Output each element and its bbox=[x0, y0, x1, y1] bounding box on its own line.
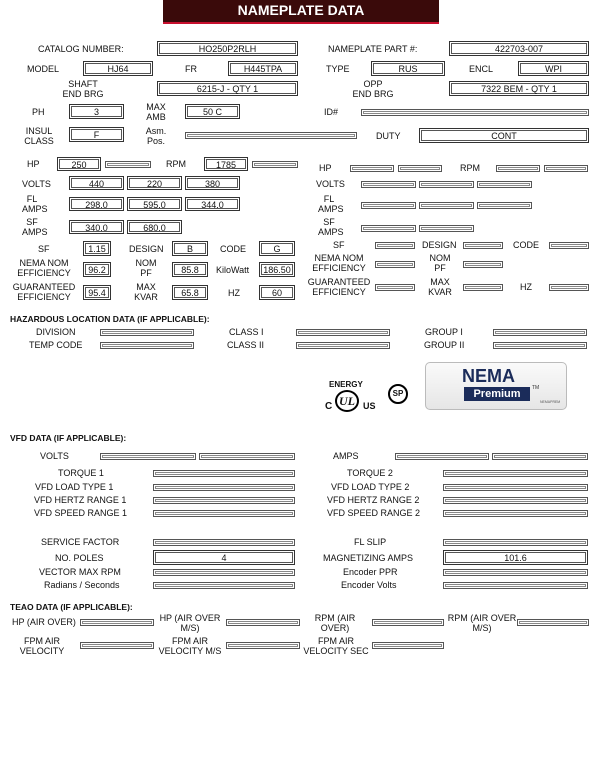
badge-small-text: NEMAPREM bbox=[540, 400, 561, 404]
guar-eff-field: 95.4 bbox=[83, 285, 111, 300]
hp-air-over-ms-field bbox=[226, 619, 300, 626]
load-type-2-label: VFD LOAD TYPE 2 bbox=[331, 482, 410, 492]
right-rpm-field-2 bbox=[544, 165, 588, 172]
vfd-volts-label: VOLTS bbox=[40, 451, 69, 461]
nameplate-part-label: NAMEPLATE PART #: bbox=[328, 44, 418, 54]
vfd-volts-field-2 bbox=[199, 453, 295, 460]
sf-label: SF bbox=[38, 244, 50, 254]
vector-rpm-field bbox=[153, 569, 295, 576]
right-fl-amps-field-3 bbox=[477, 202, 532, 209]
hz-label: HZ bbox=[228, 288, 240, 298]
right-volts-label: VOLTS bbox=[316, 179, 345, 189]
right-volts-field-3 bbox=[477, 181, 532, 188]
hp-air-over-label: HP (AIR OVER) bbox=[12, 617, 76, 627]
hertz-range-1-label: VFD HERTZ RANGE 1 bbox=[34, 495, 127, 505]
fl-slip-label: FL SLIP bbox=[354, 537, 387, 547]
opp-end-brg-label-1: OPP bbox=[363, 79, 383, 89]
right-max-kvar-field bbox=[463, 284, 503, 291]
hp-field-2 bbox=[105, 161, 151, 168]
right-volts-field-2 bbox=[419, 181, 474, 188]
hz-field: 60 bbox=[259, 285, 295, 300]
kilowatt-field: 186.50 bbox=[259, 262, 295, 277]
torque-2-label: TORQUE 2 bbox=[347, 468, 393, 478]
right-volts-field-1 bbox=[361, 181, 416, 188]
title-underline bbox=[163, 22, 439, 24]
fpm-air-sec-label-1: FPM AIR bbox=[317, 636, 354, 646]
division-label: DIVISION bbox=[36, 327, 76, 337]
rpm-air-over-label-2: OVER) bbox=[320, 623, 350, 633]
service-factor-field bbox=[153, 539, 295, 546]
group-2-field bbox=[493, 342, 587, 349]
fpm-air-label-2: VELOCITY bbox=[19, 646, 65, 656]
right-sf-amps-label-2: AMPS bbox=[318, 227, 344, 237]
mag-amps-label: MAGNETIZING AMPS bbox=[323, 553, 414, 563]
cul-energy-logo bbox=[325, 380, 380, 416]
vfd-volts-field-1 bbox=[100, 453, 196, 460]
right-guar-eff-field bbox=[375, 284, 415, 291]
shaft-end-brg-label-2: END BRG bbox=[62, 89, 104, 99]
insul-class-label-1: INSUL bbox=[25, 126, 53, 136]
class-2-label: CLASS II bbox=[227, 340, 265, 350]
nom-pf-label-1: NOM bbox=[135, 258, 157, 268]
right-hz-label: HZ bbox=[520, 282, 532, 292]
right-guar-eff-label-1: GUARANTEED bbox=[307, 277, 371, 287]
fr-field: H445TPA bbox=[228, 61, 298, 76]
right-nom-pf-field bbox=[463, 261, 503, 268]
fpm-air-sec-field bbox=[372, 642, 444, 649]
tm-mark: TM bbox=[532, 385, 540, 391]
speed-range-1-field bbox=[153, 510, 295, 517]
vfd-amps-label: AMPS bbox=[333, 451, 359, 461]
volts-field-2: 220 bbox=[127, 176, 182, 190]
right-code-field bbox=[549, 242, 589, 249]
right-nom-pf-label-1: NOM bbox=[429, 253, 451, 263]
nema-eff-label-2: EFFICIENCY bbox=[17, 268, 71, 278]
temp-code-field bbox=[100, 342, 194, 349]
sf-amps-field-2: 680.0 bbox=[127, 220, 182, 234]
rpm-air-over-field bbox=[372, 619, 444, 626]
right-rpm-label: RPM bbox=[460, 163, 480, 173]
rpm-field-2 bbox=[252, 161, 298, 168]
right-hp-field-1 bbox=[350, 165, 394, 172]
hp-air-over-ms-label-2: M/S) bbox=[180, 623, 200, 633]
fl-amps-label-1: FL bbox=[26, 194, 38, 204]
max-amb-label-2: AMB bbox=[146, 112, 166, 122]
fr-label: FR bbox=[185, 64, 197, 74]
class-1-label: CLASS I bbox=[229, 327, 264, 337]
hp-air-over-field bbox=[80, 619, 154, 626]
asm-pos-label-1: Asm. bbox=[145, 126, 167, 136]
encoder-volts-field bbox=[443, 582, 588, 589]
group-2-label: GROUP II bbox=[424, 340, 465, 350]
fl-amps-field-3: 344.0 bbox=[185, 197, 240, 211]
nema-text: NEMA bbox=[462, 366, 515, 386]
load-type-1-label: VFD LOAD TYPE 1 bbox=[35, 482, 114, 492]
torque-1-label: TORQUE 1 bbox=[58, 468, 104, 478]
service-factor-label: SERVICE FACTOR bbox=[41, 537, 120, 547]
right-hp-field-2 bbox=[398, 165, 442, 172]
right-rpm-field-1 bbox=[496, 165, 540, 172]
load-type-1-field bbox=[153, 484, 295, 491]
hp-field: 250 bbox=[57, 157, 101, 171]
ph-field: 3 bbox=[69, 104, 124, 119]
opp-end-brg-label-2: END BRG bbox=[352, 89, 394, 99]
nom-pf-field: 85.8 bbox=[172, 262, 208, 277]
max-kvar-label-2: KVAR bbox=[134, 292, 158, 302]
hazardous-section-title: HAZARDOUS LOCATION DATA (IF APPLICABLE): bbox=[10, 314, 210, 324]
asm-pos-field bbox=[185, 132, 357, 139]
speed-range-2-field bbox=[443, 510, 588, 517]
sf-amps-label-1: SF bbox=[26, 217, 38, 227]
ul-mark-icon: UL bbox=[335, 390, 359, 412]
right-design-field bbox=[463, 242, 503, 249]
code-field: G bbox=[259, 241, 295, 256]
rpm-air-over-label-1: RPM (AIR bbox=[314, 613, 356, 623]
fl-amps-label-2: AMPS bbox=[22, 204, 48, 214]
nema-eff-field: 96.2 bbox=[83, 262, 111, 277]
duty-field: CONT bbox=[419, 128, 589, 143]
right-nema-eff-label-2: EFFICIENCY bbox=[312, 263, 366, 273]
nameplate-part-field: 422703-007 bbox=[449, 41, 589, 56]
right-max-kvar-label-2: KVAR bbox=[428, 287, 452, 297]
volts-label: VOLTS bbox=[22, 179, 51, 189]
max-kvar-field: 65.8 bbox=[172, 285, 208, 300]
right-guar-eff-label-2: EFFICIENCY bbox=[312, 287, 366, 297]
hertz-range-2-field bbox=[443, 497, 588, 504]
energy-text: ENERGY bbox=[329, 380, 363, 389]
rpm-field: 1785 bbox=[204, 157, 248, 171]
temp-code-label: TEMP CODE bbox=[29, 340, 83, 350]
right-fl-amps-field-2 bbox=[419, 202, 474, 209]
id-label: ID# bbox=[324, 107, 339, 117]
vfd-section-title: VFD DATA (IF APPLICABLE): bbox=[10, 433, 127, 443]
right-nom-pf-label-2: PF bbox=[434, 263, 446, 273]
right-nema-eff-label-1: NEMA NOM bbox=[314, 253, 364, 263]
teao-section-title: TEAO DATA (IF APPLICABLE): bbox=[10, 602, 133, 612]
guar-eff-label-1: GUARANTEED bbox=[12, 282, 76, 292]
hertz-range-2-label: VFD HERTZ RANGE 2 bbox=[327, 495, 420, 505]
hertz-range-1-field bbox=[153, 497, 295, 504]
right-max-kvar-label-1: MAX bbox=[430, 277, 450, 287]
right-nema-eff-field bbox=[375, 261, 415, 268]
rpm-air-over-ms-label-1: RPM (AIR OVER bbox=[447, 613, 517, 623]
kilowatt-label: KiloWatt bbox=[216, 265, 250, 275]
division-field bbox=[100, 329, 194, 336]
insul-class-field: F bbox=[69, 127, 124, 142]
design-field: B bbox=[172, 241, 208, 256]
mag-amps-field: 101.6 bbox=[443, 550, 588, 565]
nema-eff-label-1: NEMA NOM bbox=[19, 258, 69, 268]
design-label: DESIGN bbox=[129, 244, 164, 254]
no-poles-field: 4 bbox=[153, 550, 295, 565]
group-1-label: GROUP I bbox=[425, 327, 463, 337]
encoder-ppr-field bbox=[443, 569, 588, 576]
model-field: HJ64 bbox=[83, 61, 153, 76]
fl-amps-field-2: 595.0 bbox=[127, 197, 182, 211]
encoder-volts-label: Encoder Volts bbox=[341, 580, 397, 590]
id-field bbox=[361, 109, 589, 116]
catalog-number-field: HO250P2RLH bbox=[157, 41, 298, 56]
volts-field-1: 440 bbox=[69, 176, 124, 190]
encoder-ppr-label: Encoder PPR bbox=[343, 567, 398, 577]
encl-label: ENCL bbox=[469, 64, 494, 74]
catalog-number-label: CATALOG NUMBER: bbox=[38, 44, 124, 54]
page-title: NAMEPLATE DATA bbox=[163, 0, 439, 22]
max-kvar-label-1: MAX bbox=[136, 282, 156, 292]
load-type-2-field bbox=[443, 484, 588, 491]
opp-end-brg-field: 7322 BEM - QTY 1 bbox=[449, 81, 589, 96]
right-fl-amps-label-2: AMPS bbox=[318, 204, 344, 214]
fpm-air-ms-label-1: FPM AIR bbox=[171, 636, 208, 646]
shaft-end-brg-field: 6215-J - QTY 1 bbox=[157, 81, 298, 96]
right-fl-amps-label-1: FL bbox=[323, 194, 335, 204]
sf-amps-label-2: AMPS bbox=[22, 227, 48, 237]
torque-2-field bbox=[443, 470, 588, 477]
max-amb-label-1: MAX bbox=[146, 102, 166, 112]
torque-1-field bbox=[153, 470, 295, 477]
type-field: RUS bbox=[371, 61, 445, 76]
sf-field: 1.15 bbox=[83, 241, 111, 256]
vfd-amps-field-1 bbox=[395, 453, 489, 460]
guar-eff-label-2: EFFICIENCY bbox=[17, 292, 71, 302]
fpm-air-ms-field bbox=[226, 642, 300, 649]
vector-rpm-label: VECTOR MAX RPM bbox=[39, 567, 121, 577]
encl-field: WPI bbox=[518, 61, 589, 76]
premium-text: Premium bbox=[464, 387, 530, 401]
right-hp-label: HP bbox=[319, 163, 332, 173]
nom-pf-label-2: PF bbox=[140, 268, 152, 278]
fl-amps-field-1: 298.0 bbox=[69, 197, 124, 211]
hp-air-over-ms-label-1: HP (AIR OVER bbox=[159, 613, 221, 623]
model-label: MODEL bbox=[27, 64, 60, 74]
class-2-field bbox=[296, 342, 390, 349]
right-code-label: CODE bbox=[513, 240, 540, 250]
fpm-air-ms-label-2: VELOCITY M/S bbox=[158, 646, 222, 656]
radians-field bbox=[153, 582, 295, 589]
group-1-field bbox=[493, 329, 587, 336]
sf-amps-field-1: 340.0 bbox=[69, 220, 124, 234]
right-fl-amps-field-1 bbox=[361, 202, 416, 209]
type-label: TYPE bbox=[326, 64, 350, 74]
c-text: C bbox=[325, 401, 333, 412]
asm-pos-label-2: Pos. bbox=[146, 136, 165, 146]
code-label: CODE bbox=[220, 244, 247, 254]
speed-range-2-label: VFD SPEED RANGE 2 bbox=[327, 508, 421, 518]
fpm-air-label-1: FPM AIR bbox=[23, 636, 60, 646]
volts-field-3: 380 bbox=[185, 176, 240, 190]
right-sf-amps-field-2 bbox=[419, 225, 474, 232]
speed-range-1-label: VFD SPEED RANGE 1 bbox=[34, 508, 128, 518]
duty-label: DUTY bbox=[376, 131, 401, 141]
right-sf-label: SF bbox=[333, 240, 345, 250]
fpm-air-sec-label-2: VELOCITY SEC bbox=[303, 646, 369, 656]
ph-label: PH bbox=[32, 107, 45, 117]
insul-class-label-2: CLASS bbox=[24, 136, 54, 146]
rpm-label: RPM bbox=[166, 159, 186, 169]
class-1-field bbox=[296, 329, 390, 336]
fl-slip-field bbox=[443, 539, 588, 546]
rpm-air-over-ms-field bbox=[517, 619, 589, 626]
csa-logo-icon: SP bbox=[388, 384, 408, 404]
max-amb-field: 50 C bbox=[185, 104, 240, 119]
radians-label: Radians / Seconds bbox=[44, 580, 120, 590]
shaft-end-brg-label-1: SHAFT bbox=[68, 79, 98, 89]
right-sf-amps-field-1 bbox=[361, 225, 416, 232]
no-poles-label: NO. POLES bbox=[55, 553, 104, 563]
us-text: US bbox=[363, 401, 376, 411]
right-hz-field bbox=[549, 284, 589, 291]
right-sf-amps-label-1: SF bbox=[323, 217, 335, 227]
hp-label: HP bbox=[27, 159, 40, 169]
right-sf-field bbox=[375, 242, 415, 249]
vfd-amps-field-2 bbox=[492, 453, 588, 460]
right-design-label: DESIGN bbox=[422, 240, 457, 250]
nema-premium-badge bbox=[425, 362, 567, 410]
fpm-air-field bbox=[80, 642, 154, 649]
rpm-air-over-ms-label-2: M/S) bbox=[472, 623, 492, 633]
